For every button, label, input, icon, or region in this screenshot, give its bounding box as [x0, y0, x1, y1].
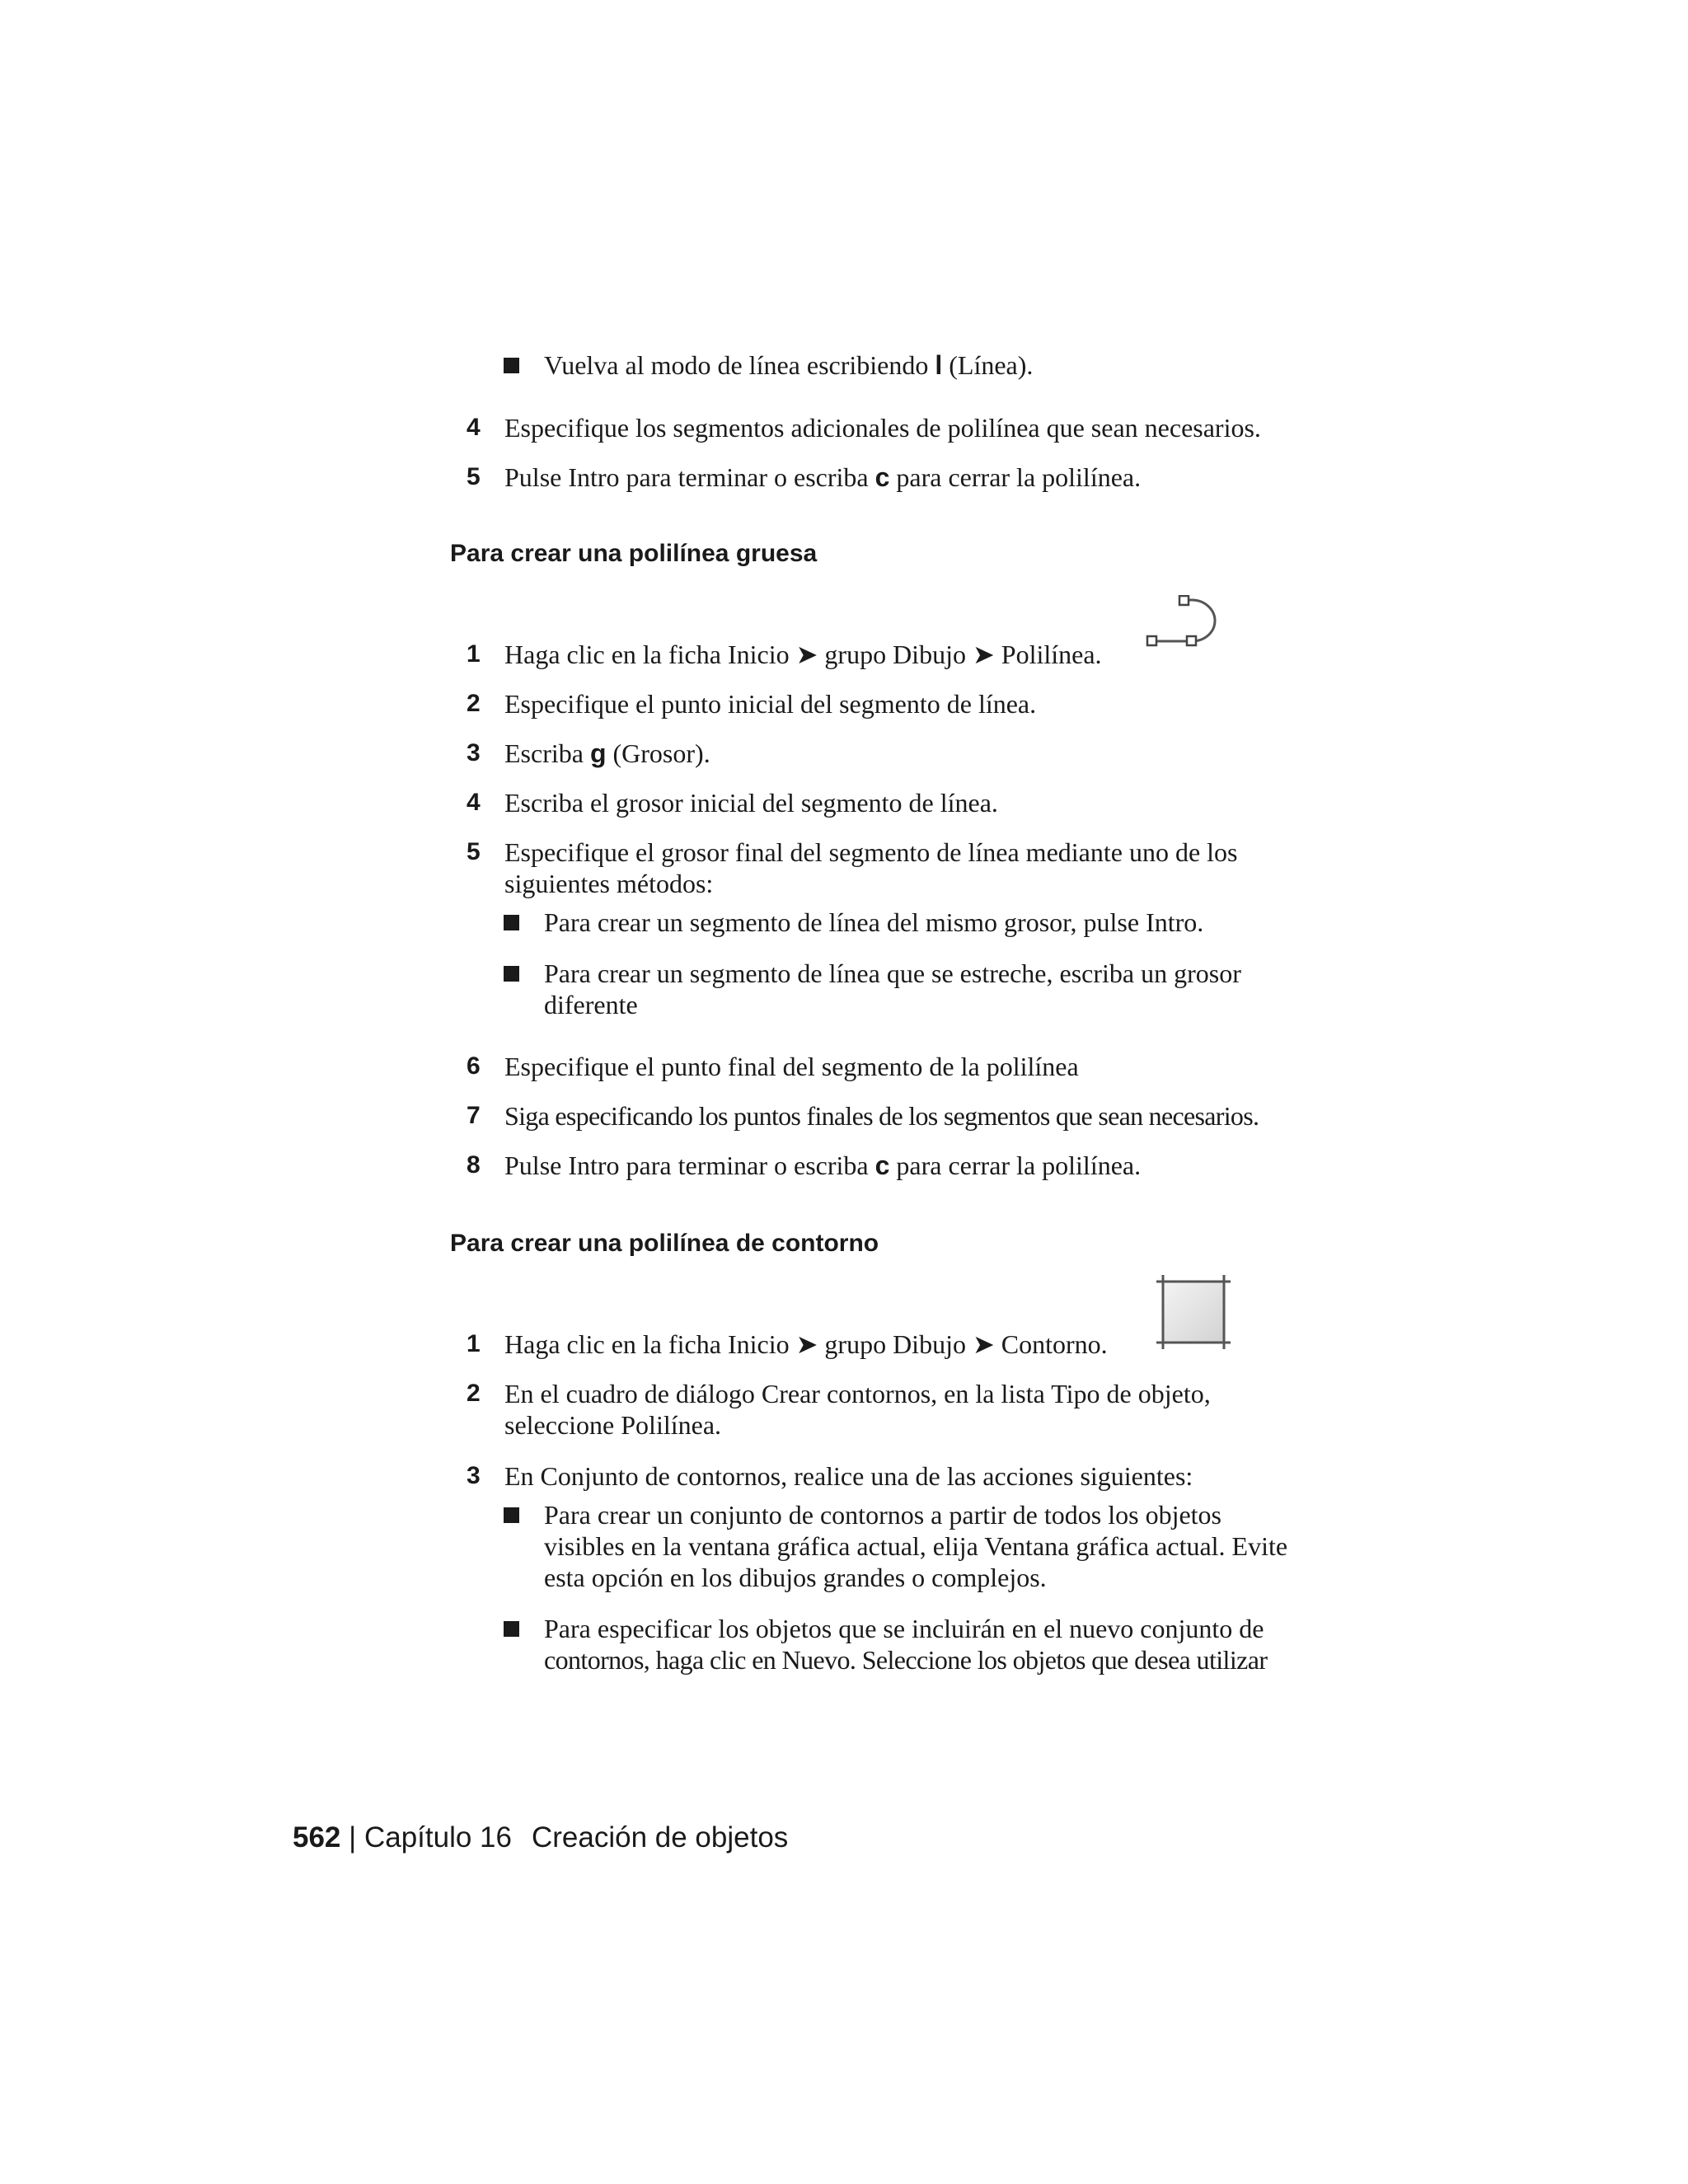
text-run: (Grosor). [606, 738, 710, 768]
step-number: 3 [467, 1462, 481, 1489]
step-number: 8 [467, 1151, 481, 1179]
step-text: Especifique el grosor final del segmento de línea mediante uno de los [504, 837, 1238, 867]
chapter-title: Creación de objetos [531, 1821, 789, 1854]
step-text: siguientes métodos: [504, 869, 714, 898]
bullet-text: contornos, haga clic en Nuevo. Seleccione los objetos que desea utilizar [544, 1645, 1268, 1675]
bullet-text: Para especificar los objetos que se incluirán en el nuevo conjunto de [544, 1614, 1264, 1643]
step-text: Especifique los segmentos adicionales de polilínea que sean necesarios. [504, 413, 1261, 443]
polyline-icon [1144, 595, 1220, 651]
step-number: 1 [467, 1330, 481, 1357]
keyword: l [935, 350, 943, 380]
step-number: 3 [467, 739, 481, 766]
section-heading: Para crear una polilínea gruesa [450, 540, 818, 567]
bullet-text: Para crear un segmento de línea del mismo grosor, pulse Intro. [544, 907, 1204, 937]
step-text: En el cuadro de diálogo Crear contornos, en la lista Tipo de objeto, [504, 1379, 1211, 1408]
bullet-marker [504, 915, 519, 930]
text-run: para cerrar la polilínea. [889, 1151, 1142, 1180]
bullet-text: Para crear un segmento de línea que se estreche, escriba un grosor [544, 958, 1241, 988]
step-number: 4 [467, 789, 481, 816]
page-number: 562 [293, 1821, 341, 1854]
keyword: c [874, 1151, 890, 1180]
step-number: 6 [467, 1052, 481, 1080]
step-text: Siga especificando los puntos finales de los segmentos que sean necesarios. [504, 1101, 1259, 1131]
bullet-marker [504, 966, 519, 982]
step-number: 5 [467, 463, 481, 490]
step-text [504, 737, 710, 770]
step-text [504, 1149, 1141, 1182]
bullet-text: Para crear un conjunto de contornos a partir de todos los objetos [544, 1500, 1221, 1530]
text-run: Polilínea. [994, 640, 1102, 669]
keyword: g [589, 738, 607, 768]
text-run: Contorno. [994, 1329, 1108, 1359]
text-run: Haga clic en la ficha Inicio [504, 640, 796, 669]
text-run: para cerrar la polilínea. [889, 462, 1142, 492]
step-text: En Conjunto de contornos, realice una de las acciones siguientes: [504, 1461, 1193, 1491]
step-text: Especifique el punto inicial del segmento de línea. [504, 689, 1037, 719]
step-text: seleccione Polilínea. [504, 1410, 722, 1440]
bullet-marker [504, 1621, 519, 1637]
step-number: 2 [467, 1380, 481, 1407]
text-run: Pulse Intro para terminar o escriba [504, 1151, 875, 1180]
bullet-marker [504, 358, 519, 373]
step-number: 5 [467, 838, 481, 865]
boundary-icon [1156, 1274, 1231, 1350]
step-text [504, 638, 1102, 671]
chapter-label: Capítulo 16 [363, 1821, 512, 1854]
section-heading: Para crear una polilínea de contorno [450, 1230, 879, 1257]
text-run: Haga clic en la ficha Inicio [504, 1329, 796, 1359]
footer-separator: | [340, 1821, 364, 1854]
text-run: Pulse Intro para terminar o escriba [504, 462, 875, 492]
arrow-glyph: ➤ [972, 1329, 995, 1359]
text-run: (Línea). [942, 350, 1034, 380]
arrow-glyph: ➤ [795, 1329, 818, 1359]
arrow-glyph: ➤ [795, 640, 818, 669]
step-text: Escriba el grosor inicial del segmento de línea. [504, 788, 998, 818]
keyword: c [874, 462, 890, 492]
text-run: grupo Dibujo [818, 1329, 973, 1359]
step-text [504, 461, 1141, 494]
bullet-text [544, 349, 1033, 382]
bullet-text: esta opción en los dibujos grandes o complejos. [544, 1563, 1047, 1592]
step-number: 7 [467, 1102, 481, 1129]
step-text: Especifique el punto final del segmento de la polilínea [504, 1052, 1079, 1081]
bullet-text: visibles en la ventana gráfica actual, elija Ventana gráfica actual. Evite [544, 1531, 1288, 1561]
page-footer [293, 1820, 788, 1856]
step-number: 1 [467, 640, 481, 668]
bullet-text: diferente [544, 990, 638, 1019]
text-run: Escriba [504, 738, 590, 768]
bullet-marker [504, 1507, 519, 1523]
text-run: Vuelva al modo de línea escribiendo [544, 350, 935, 380]
step-text [504, 1328, 1108, 1361]
text-run: grupo Dibujo [818, 640, 973, 669]
arrow-glyph: ➤ [972, 640, 995, 669]
step-number: 2 [467, 690, 481, 717]
step-number: 4 [467, 414, 481, 441]
